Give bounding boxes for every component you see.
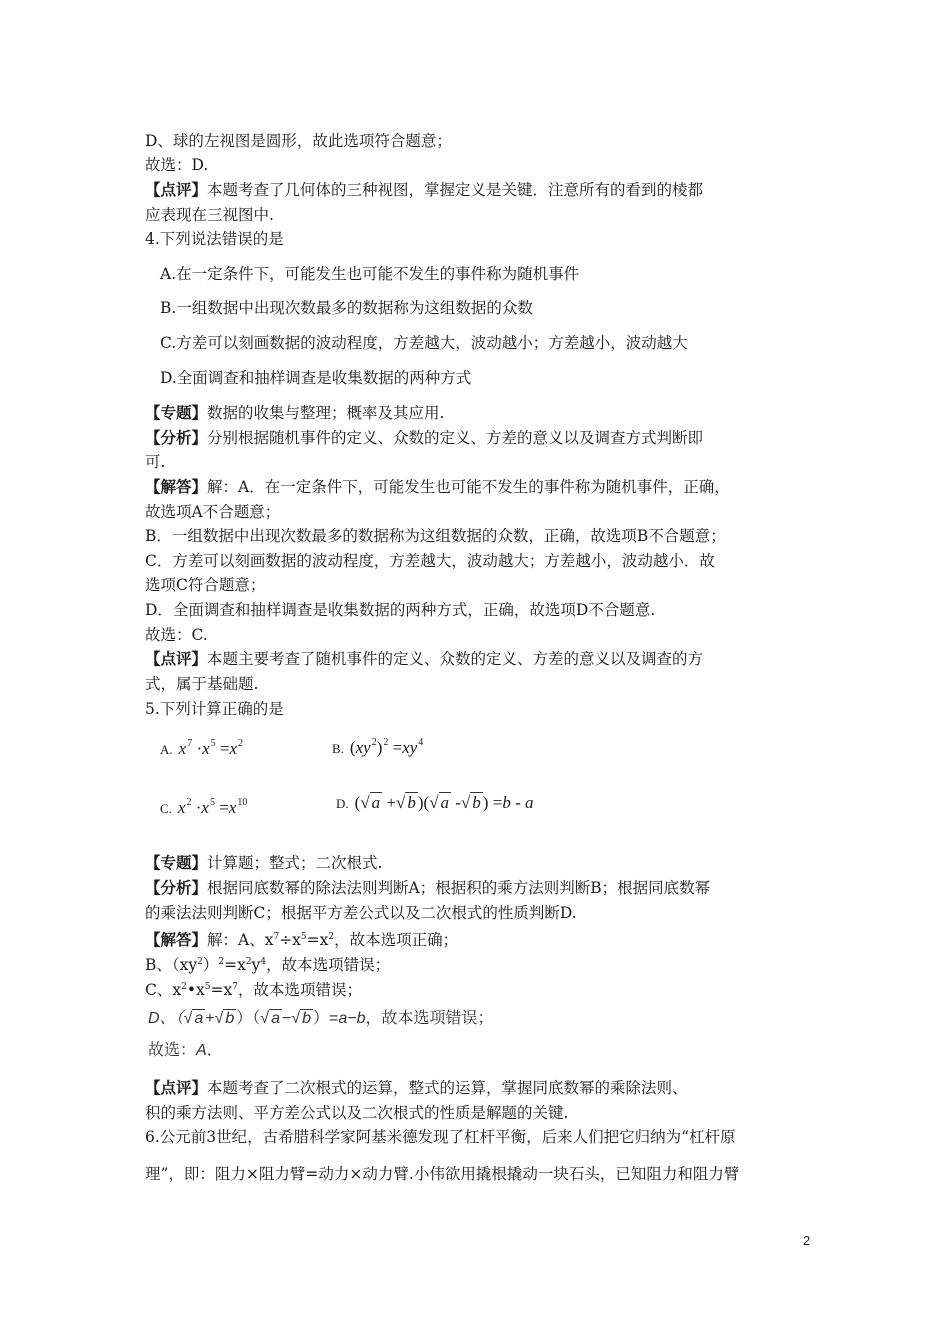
text-line: 故选：D.	[145, 156, 209, 174]
text-line: 【点评】本题主要考查了随机事件的定义、众数的定义、方差的意义以及调查的方	[145, 649, 704, 668]
text-line: 的乘法法则判断C；根据平方差公式以及二次根式的性质判断D.	[145, 904, 577, 922]
page-number: 2	[803, 1233, 811, 1248]
text-line: C、$x^2•x^5=x^7$，故本选项错误；	[145, 981, 362, 999]
question-4: 4.下列说法错误的是	[145, 230, 284, 248]
text-line: 【分析】分别根据随机事件的定义、众数的定义、方差的意义以及调查方式判断即	[145, 428, 704, 447]
option-c-formula: C. $x^2 \cdot x^5 =x^{10}$	[160, 797, 248, 817]
text-line: 【点评】本题考查了二次根式的运算，整式的运算，掌握同底数幂的乘除法则、	[145, 1078, 688, 1097]
option-b: B.一组数据中出现次数最多的数据称为这组数据的众数	[160, 299, 533, 317]
text-line: 故选项A不合题意；	[145, 503, 281, 521]
text-line: D．全面调查和抽样调查是收集数据的两种方式，正确，故选项D不合题意.	[145, 601, 656, 619]
text-line: D、球的左视图是圆形，故此选项符合题意；	[145, 132, 452, 150]
text-line: 积的乘方法则、平方差公式以及二次根式的性质是解题的关键.	[145, 1104, 569, 1122]
text-line: B、$(xy^2)^2=x^2y^4$，故本选项错误；	[145, 956, 391, 974]
answer-image-line-d: D、（√ a +√ b ）（√ a −√ b ）=a−b，故本选项错误；	[148, 1010, 494, 1027]
text-line: C．方差可以刻画数据的波动程度，方差越大，波动越大；方差越小，波动越小．故	[145, 552, 715, 570]
option-a-formula: A. $x^7 \cdot x^5 =x^2$	[160, 738, 244, 758]
text-line: 【解答】解：A、$x^7\div x^5=x^2$，故本选项正确；	[145, 930, 459, 949]
answer-image-line-e: 故选：A．	[148, 1042, 223, 1059]
text-line: 可.	[145, 453, 166, 471]
text-line: 选项C符合题意；	[145, 576, 266, 594]
text-line: 故选：C.	[145, 626, 208, 644]
option-c: C.方差可以刻画数据的波动程度，方差越大，波动越小；方差越小，波动越大	[160, 334, 688, 352]
text-line: 理”，即：阻力×阻力臂=动力×动力臂.小伟欲用撬根撬动一块石头，已知阻力和阻力臂	[145, 1165, 740, 1183]
text-line: 【分析】根据同底数幂的除法法则判断A；根据积的乘方法则判断B；根据同底数幂	[145, 878, 711, 897]
question-6: 6.公元前3世纪，古希腊科学家阿基米德发现了杠杆平衡，后来人们把它归纳为“杠杆原	[145, 1128, 736, 1146]
option-d: D.全面调查和抽样调查是收集数据的两种方式	[160, 369, 472, 387]
text-line: 【专题】数据的收集与整理；概率及其应用.	[145, 403, 445, 422]
text-line: 式，属于基础题.	[145, 675, 259, 693]
text-line: 【点评】本题考查了几何体的三种视图，掌握定义是关键．注意所有的看到的棱都	[145, 180, 704, 199]
option-a: A.在一定条件下，可能发生也可能不发生的事件称为随机事件	[160, 265, 580, 283]
option-b-formula: B. $(xy^2)^2 =xy^4$	[332, 737, 424, 757]
question-5: 5.下列计算正确的是	[145, 700, 284, 718]
text-line: 【解答】解：A．在一定条件下，可能发生也可能不发生的事件称为随机事件，正确，	[145, 477, 730, 496]
section-tag: 【点评】	[145, 180, 208, 199]
text-line: 【专题】计算题；整式；二次根式.	[145, 853, 383, 872]
text-line: 应表现在三视图中.	[145, 206, 274, 224]
option-d-formula: D. (√ a +√ b )(√ a -√ b ) =b - a	[336, 793, 534, 812]
text-line: B．一组数据中出现次数最多的数据称为这组数据的众数，正确，故选项B不合题意；	[145, 527, 726, 545]
